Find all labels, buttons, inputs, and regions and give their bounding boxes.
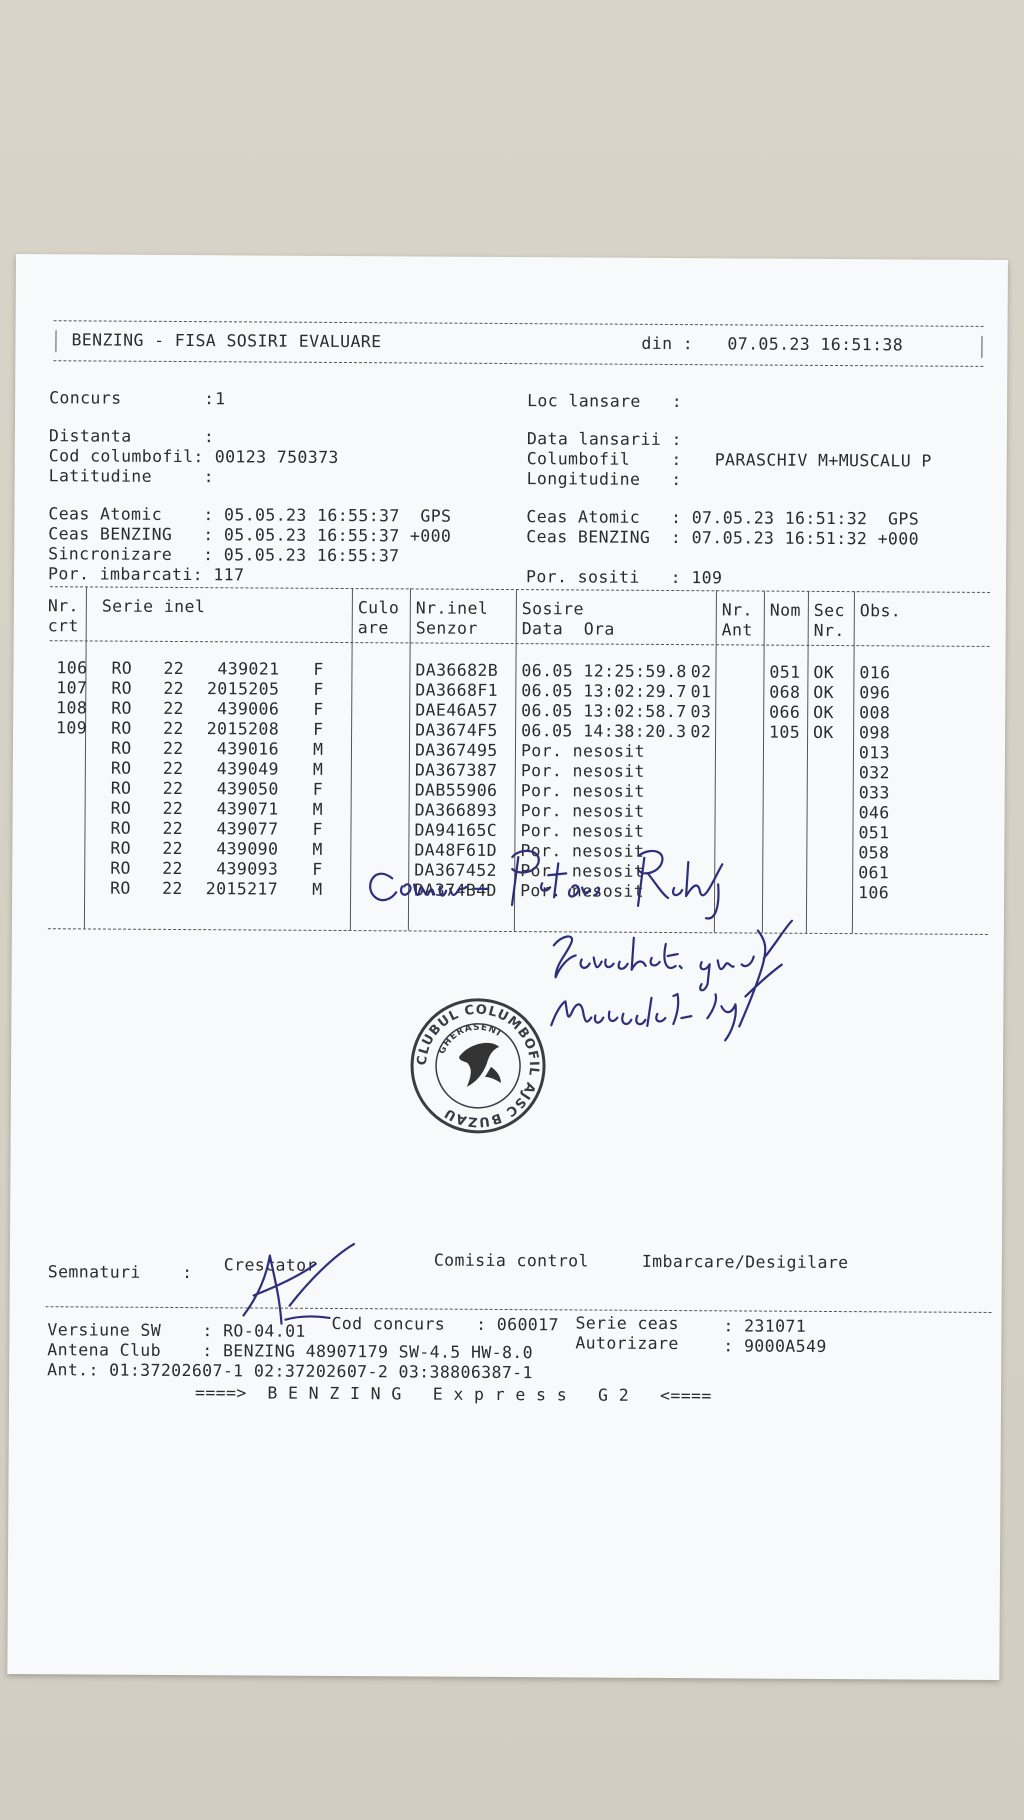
hdr-culoare-1: Culo bbox=[357, 598, 400, 618]
cell-nr-crt: 109 bbox=[56, 718, 88, 738]
cell-sensor-ring: DA367495 bbox=[414, 740, 498, 760]
cell-sensor-ring: DA367387 bbox=[414, 760, 498, 780]
cell-arrival: Por. nesosit bbox=[520, 881, 645, 901]
sheet-title: BENZING - FISA SOSIRI EVALUARE bbox=[71, 330, 382, 352]
cell-arrival: 06.05 12:25:59.8 bbox=[521, 661, 687, 682]
cell-arrival: 06.05 13:02:58.7 bbox=[521, 701, 687, 722]
cell-country: RO bbox=[110, 878, 131, 898]
antenna-ids: Ant.: 01:37202607-1 02:37202607-2 03:38806387-1 bbox=[47, 1360, 533, 1383]
por-imbarcati: Por. imbarcati: 117 bbox=[47, 564, 245, 585]
cell-year: 22 bbox=[163, 718, 184, 739]
cell-ring-number: 439090 bbox=[216, 839, 279, 859]
cell-sex: F bbox=[312, 819, 323, 839]
cell-arrival: Por. nesosit bbox=[520, 821, 645, 841]
cell-sex: M bbox=[312, 879, 323, 899]
cell-sex: F bbox=[313, 719, 324, 739]
hdr-inel-senzor-1: Nr.inel bbox=[415, 598, 489, 618]
cell-arrival: Por. nesosit bbox=[520, 741, 646, 761]
cell-sex: F bbox=[313, 659, 324, 679]
cell-ring-number: 439021 bbox=[217, 659, 280, 679]
concurs-value: 1 bbox=[215, 389, 226, 409]
header-bottom-border bbox=[53, 360, 983, 367]
cell-sex: M bbox=[312, 739, 324, 759]
cod-columbofil-label: Cod columbofil: bbox=[48, 446, 204, 467]
cell-country: RO bbox=[110, 798, 132, 818]
print-datetime: 07.05.23 16:51:38 bbox=[727, 334, 904, 355]
table-top-border bbox=[50, 586, 990, 593]
benzing-express-banner: ====> B E N Z I N G E x p r e s s G 2 <==== bbox=[194, 1383, 712, 1406]
hdr-nr-ant-2: Ant bbox=[721, 620, 753, 640]
hdr-sosire: Sosire bbox=[521, 599, 584, 619]
antena-club: Antena Club : BENZING 48907179 SW-4.5 HW-8.0 bbox=[47, 1340, 534, 1363]
distanta-label: Distanta : bbox=[48, 426, 215, 447]
cell-ring-number: 439093 bbox=[216, 859, 279, 879]
cell-year: 22 bbox=[163, 658, 185, 679]
ceas-atomic-start: Ceas Atomic : 05.05.23 16:55:37 GPS bbox=[48, 504, 452, 526]
cell-country: RO bbox=[111, 718, 132, 738]
cell-year: 22 bbox=[162, 778, 184, 799]
cell-sensor-ring: DA366893 bbox=[414, 800, 498, 820]
cell-country: RO bbox=[110, 838, 132, 858]
cell-ring-number: 439049 bbox=[216, 759, 279, 779]
cell-obs: 032 bbox=[858, 763, 890, 783]
cell-sensor-ring: DA48F61D bbox=[414, 840, 498, 860]
cell-country: RO bbox=[110, 818, 132, 838]
semnaturi-label: Semnaturi : bbox=[47, 1262, 193, 1283]
cod-columbofil-value: 00123 750373 bbox=[214, 447, 339, 467]
ceas-benzing-start: Ceas BENZING : 05.05.23 16:55:37 +000 bbox=[48, 524, 452, 546]
longitudine-label: Longitudine : bbox=[526, 469, 682, 490]
cell-arrival: Por. nesosit bbox=[520, 841, 645, 861]
hdr-nr-ant-1: Nr. bbox=[721, 600, 753, 620]
col-divider bbox=[852, 591, 855, 933]
data-lansarii-label: Data lansarii : bbox=[526, 429, 682, 450]
cell-sex: M bbox=[312, 799, 324, 819]
hdr-serie-inel: Serie inel bbox=[101, 596, 206, 617]
commission-signatures bbox=[361, 816, 842, 1059]
loc-lansare-label: Loc lansare : bbox=[527, 391, 683, 412]
cell-country: RO bbox=[110, 858, 131, 878]
cell-country: RO bbox=[110, 738, 132, 758]
cell-obs: 051 bbox=[858, 823, 890, 843]
cell-obs: 058 bbox=[858, 843, 890, 863]
header-right-border bbox=[981, 336, 982, 358]
hdr-sec-1: Sec bbox=[813, 600, 845, 621]
cell-ring-number: 439071 bbox=[216, 799, 279, 819]
col-divider bbox=[84, 586, 87, 928]
cell-year: 22 bbox=[163, 698, 184, 719]
hdr-sec-2: Nr. bbox=[813, 620, 845, 641]
cell-sensor-ring: DAE46A57 bbox=[415, 700, 498, 720]
cell-year: 22 bbox=[162, 798, 184, 819]
cell-antenna: 02 bbox=[690, 722, 712, 742]
latitudine-label: Latitudine : bbox=[48, 466, 215, 487]
cell-arrival: 06.05 13:02:29.7 bbox=[521, 681, 687, 702]
col-divider bbox=[350, 588, 353, 930]
header-top-border bbox=[54, 320, 984, 327]
crescator-label: Crescator bbox=[223, 1255, 317, 1275]
ceas-benzing-end: Ceas BENZING : 07.05.23 16:51:32 +000 bbox=[526, 527, 920, 549]
cell-sex: M bbox=[312, 839, 323, 859]
cell-obs: 096 bbox=[859, 683, 891, 703]
concurs-label: Concurs : bbox=[49, 388, 215, 409]
cell-obs: 008 bbox=[859, 703, 891, 723]
cell-nom: 066 bbox=[769, 702, 801, 722]
stamp-inner-text: GHERASENI bbox=[437, 1022, 504, 1056]
cell-sex: F bbox=[312, 859, 323, 879]
din-label: din : bbox=[641, 333, 694, 354]
cell-country: RO bbox=[111, 698, 132, 718]
cell-antenna: 03 bbox=[690, 702, 712, 722]
columbofil-value: PARASCHIV M+MUSCALU P bbox=[714, 450, 932, 471]
ceas-atomic-end: Ceas Atomic : 07.05.23 16:51:32 GPS bbox=[526, 507, 920, 529]
hdr-crt: crt bbox=[47, 616, 79, 636]
cell-ring-number: 2015217 bbox=[205, 879, 279, 899]
cell-sensor-ring: DAB55906 bbox=[414, 780, 498, 800]
cell-year: 22 bbox=[162, 838, 184, 859]
cell-nr-crt: 106 bbox=[56, 658, 88, 678]
cell-nom: 105 bbox=[769, 722, 801, 742]
serie-ceas-value: : 231071 bbox=[723, 1316, 807, 1336]
header-left-border bbox=[55, 330, 56, 352]
cell-obs: 016 bbox=[859, 663, 891, 683]
cell-sensor-ring: DA367452 bbox=[414, 860, 497, 880]
cell-year: 22 bbox=[162, 758, 184, 779]
cell-year: 22 bbox=[163, 678, 185, 699]
cell-year: 22 bbox=[162, 738, 184, 759]
cell-ring-number: 439050 bbox=[216, 779, 279, 799]
cell-obs: 046 bbox=[858, 803, 890, 823]
cell-country: RO bbox=[111, 678, 133, 698]
hdr-obs: Obs. bbox=[859, 601, 902, 621]
cell-nr-crt: 107 bbox=[56, 678, 88, 698]
cell-sensor-ring: DA3674F5 bbox=[415, 720, 498, 740]
cell-sec: OK bbox=[813, 722, 834, 743]
columbofil-label: Columbofil : bbox=[526, 449, 682, 470]
cell-sensor-ring: DA94165C bbox=[414, 820, 498, 840]
cell-sensor-ring: DA374B4D bbox=[414, 880, 497, 900]
cell-year: 22 bbox=[162, 878, 183, 899]
cell-obs: 098 bbox=[859, 723, 891, 743]
cell-obs: 013 bbox=[858, 743, 891, 763]
autorizare-value: : 9000A549 bbox=[723, 1336, 827, 1356]
cell-sex: F bbox=[313, 679, 324, 699]
cell-obs: 106 bbox=[858, 883, 890, 903]
stamp-ring-text: CLUBUL COLUMBOFIL AJSC BUZAU bbox=[414, 1002, 542, 1130]
cell-sensor-ring: DA36682B bbox=[415, 660, 499, 680]
cod-concurs: Cod concurs : 060017 bbox=[331, 1313, 559, 1335]
cell-year: 22 bbox=[162, 858, 183, 879]
cell-arrival: Por. nesosit bbox=[520, 761, 645, 781]
cell-year: 22 bbox=[162, 818, 184, 839]
cell-sex: F bbox=[313, 699, 324, 719]
cell-sec: OK bbox=[813, 702, 834, 723]
cell-arrival: Por. nesosit bbox=[520, 861, 645, 881]
cell-obs: 033 bbox=[858, 783, 890, 803]
cell-sex: F bbox=[312, 779, 324, 799]
cell-sex: M bbox=[312, 759, 324, 779]
autorizare-label: Autorizare bbox=[575, 1333, 679, 1354]
cell-sensor-ring: DA3668F1 bbox=[415, 680, 499, 700]
cell-country: RO bbox=[110, 778, 132, 798]
cell-ring-number: 439016 bbox=[216, 739, 280, 759]
versiune-sw: Versiune SW : RO-04.01 bbox=[47, 1320, 306, 1341]
sincronizare: Sincronizare : 05.05.23 16:55:37 bbox=[48, 544, 400, 566]
cell-nr-crt: 108 bbox=[56, 698, 88, 718]
por-sositi: Por. sositi : 109 bbox=[525, 567, 723, 588]
cell-nom: 051 bbox=[769, 662, 801, 682]
cell-ring-number: 2015208 bbox=[206, 719, 280, 739]
cell-country: RO bbox=[110, 758, 132, 778]
cell-sec: OK bbox=[813, 682, 835, 703]
cell-country: RO bbox=[111, 658, 133, 678]
footer-separator bbox=[46, 1306, 992, 1313]
cell-antenna: 02 bbox=[690, 662, 712, 682]
hdr-inel-senzor-2: Senzor bbox=[415, 618, 478, 638]
cell-antenna: 01 bbox=[690, 682, 712, 702]
hdr-culoare-2: are bbox=[357, 618, 389, 638]
cell-arrival: 06.05 14:38:20.3 bbox=[521, 721, 687, 742]
cell-obs: 061 bbox=[858, 863, 890, 883]
cell-nom: 068 bbox=[769, 682, 801, 702]
serie-ceas-label: Serie ceas bbox=[575, 1313, 679, 1334]
hdr-data-ora: Data Ora bbox=[521, 619, 615, 639]
cell-ring-number: 2015205 bbox=[206, 679, 280, 699]
comisia-control-label: Comisia control bbox=[433, 1250, 589, 1271]
hdr-nr: Nr. bbox=[47, 596, 79, 616]
cell-arrival: Por. nesosit bbox=[520, 781, 645, 801]
cell-arrival: Por. nesosit bbox=[520, 801, 645, 821]
cell-sec: OK bbox=[813, 662, 835, 683]
table-header-border bbox=[50, 640, 990, 647]
imbarcare-label: Imbarcare/Desigilare bbox=[641, 1251, 849, 1273]
hdr-nom: Nom bbox=[769, 600, 801, 620]
cell-ring-number: 439077 bbox=[216, 819, 279, 839]
cell-ring-number: 439006 bbox=[217, 699, 280, 719]
evaluation-sheet bbox=[7, 254, 1008, 1680]
